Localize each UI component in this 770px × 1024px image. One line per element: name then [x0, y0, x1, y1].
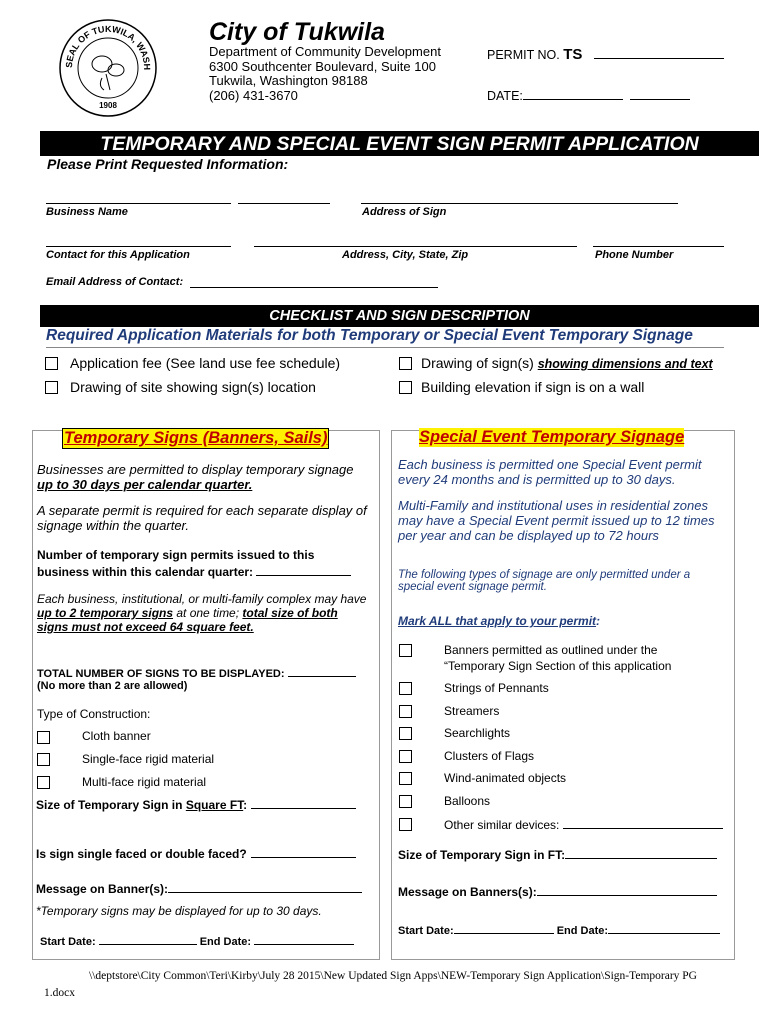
searchlights-checkbox[interactable]: [399, 727, 412, 740]
checklist-bar: CHECKLIST AND SIGN DESCRIPTION: [40, 305, 759, 327]
temp-start-field[interactable]: [99, 933, 197, 945]
drawing-item-emphasis: showing dimensions and text: [537, 357, 713, 371]
temporary-signs-heading: Temporary Signs (Banners, Sails): [64, 429, 328, 447]
flags-label: Clusters of Flags: [444, 749, 535, 763]
permit-count-q1: Number of temporary sign permits issued to this: [37, 548, 315, 562]
drawing-item-text: Drawing of sign(s): [421, 355, 538, 371]
form-title: TEMPORARY AND SPECIAL EVENT SIGN PERMIT APPLICATION: [40, 131, 759, 156]
business-name-line[interactable]: [46, 203, 231, 204]
temp-para-2: A separate permit is required for each separate display of signage within the quarter.: [37, 503, 367, 533]
divider: [46, 347, 724, 348]
print-instruction: Please Print Requested Information:: [47, 156, 289, 172]
faced-question: [36, 846, 356, 861]
pennants-checkbox[interactable]: [399, 682, 412, 695]
wind-animated-label: Wind-animated objects: [444, 771, 567, 785]
streamers-label: Streamers: [444, 704, 500, 718]
cloth-banner-label: Cloth banner: [82, 729, 151, 743]
temp-size-field[interactable]: [251, 797, 356, 809]
permit-label: PERMIT NO.: [487, 48, 560, 62]
cloth-banner-checkbox[interactable]: [37, 731, 50, 744]
temp-end-field[interactable]: [254, 933, 354, 945]
phone-line[interactable]: [593, 246, 724, 247]
banners-label-1: Banners permitted as outlined under the: [444, 643, 658, 657]
special-start-field[interactable]: [454, 922, 554, 934]
permit-count-q2-text: business within this calendar quarter:: [37, 565, 254, 579]
temp-dates: [40, 933, 354, 948]
city-name: City of Tukwila: [209, 18, 385, 46]
permit-number: [487, 46, 724, 63]
temp-start-label: Start Date:: [40, 936, 96, 948]
phone-label: Phone Number: [595, 249, 674, 261]
seal-text: SEAL OF TUKWILA, WASH: [63, 23, 153, 71]
duration-note: *Temporary signs may be displayed for up to 30 days.: [36, 904, 322, 918]
banner-message-field[interactable]: [168, 881, 362, 893]
dept-line: (206) 431-3670: [209, 87, 298, 103]
faced-question-text: Is sign single faced or double faced?: [36, 847, 247, 861]
permit-count-q2: [37, 564, 351, 579]
date-row: [487, 88, 690, 103]
temp-para-3d: total size of both signs must not exceed 64 square feet.: [37, 606, 338, 634]
temp-para-3b: up to 2 temporary signs: [37, 606, 174, 620]
banner-message-label: Message on Banner(s):: [36, 882, 169, 896]
contact-line[interactable]: [46, 246, 231, 247]
temp-para-3: [37, 592, 367, 634]
temp-para-1b: up to 30 days per calendar quarter.: [37, 477, 253, 492]
special-end-field[interactable]: [608, 922, 720, 934]
total-signs: [37, 665, 356, 680]
temp-para-3c: at one time;: [173, 606, 243, 620]
mark-all-colon: :: [596, 614, 601, 628]
contact-address-line[interactable]: [254, 246, 577, 247]
special-size-field[interactable]: [565, 847, 717, 859]
seal-year: 1908: [99, 101, 117, 110]
temp-size: [36, 797, 356, 812]
special-start-label: Start Date:: [398, 925, 454, 937]
streamers-checkbox[interactable]: [399, 705, 412, 718]
other-devices-label: Other similar devices:: [444, 818, 560, 832]
file-path-line-2: 1.docx: [44, 987, 75, 999]
special-para-3: The following types of signage are only permitted under a special event signage permit.: [398, 569, 691, 593]
special-size-label: Size of Temporary Sign in FT:: [398, 848, 566, 862]
sign-address-label: Address of Sign: [362, 206, 447, 218]
pennants-label: Strings of Pennants: [444, 681, 549, 695]
construction-label: Type of Construction:: [37, 707, 151, 721]
total-signs-note: (No more than 2 are allowed): [37, 680, 188, 692]
special-message-field[interactable]: [537, 884, 717, 896]
email-line[interactable]: [190, 287, 438, 288]
multi-face-label: Multi-face rigid material: [82, 775, 207, 789]
wind-animated-checkbox[interactable]: [399, 772, 412, 785]
permit-prefix: TS: [563, 46, 583, 63]
email-label: Email Address of Contact:: [46, 276, 184, 288]
special-para-1: Each business is permitted one Special Event permit every 24 months and is permitted up to 30 days.: [398, 457, 702, 487]
special-size: [398, 847, 717, 862]
special-message: [398, 884, 717, 899]
special-event-heading: Special Event Temporary Signage: [419, 428, 685, 446]
flags-checkbox[interactable]: [399, 750, 412, 763]
file-path-line-1: \\deptstore\City Common\Teri\Kirby\July 28 2015\New Updated Sign Apps\NEW-Temporary Sign Application\Sign-Temporary PG: [89, 970, 697, 982]
balloons-label: Balloons: [444, 794, 491, 808]
drawing-checkbox[interactable]: [399, 357, 412, 370]
multi-face-checkbox[interactable]: [37, 776, 50, 789]
permit-count-field[interactable]: [256, 564, 351, 576]
elevation-item: Building elevation if sign is on a wall: [421, 379, 645, 395]
balloons-checkbox[interactable]: [399, 795, 412, 808]
other-devices-field[interactable]: [563, 817, 723, 829]
temp-size-a: Size of Temporary Sign in: [36, 798, 186, 812]
banners-label-2: “Temporary Sign Section of this application: [444, 659, 672, 673]
temp-para-1a: Businesses are permitted to display temporary signage: [37, 462, 354, 477]
date-label: DATE:: [487, 89, 523, 103]
single-face-checkbox[interactable]: [37, 753, 50, 766]
department-info: [209, 45, 441, 103]
temp-para-1: [37, 462, 367, 492]
fee-checkbox[interactable]: [45, 357, 58, 370]
contact-label: Contact for this Application: [46, 249, 190, 261]
dept-line: Tukwila, Washington 98188: [209, 73, 368, 88]
temp-size-b: Square FT: [185, 798, 244, 812]
permit-number-field[interactable]: [594, 47, 724, 59]
dept-line: 6300 Southcenter Boulevard, Suite 100: [209, 58, 436, 74]
city-seal: [58, 18, 158, 118]
special-end-label: End Date:: [556, 925, 609, 937]
business-name-label: Business Name: [46, 206, 128, 218]
other-devices: [444, 817, 723, 832]
single-face-label: Single-face rigid material: [82, 752, 215, 766]
mark-all: [398, 614, 600, 628]
date-field[interactable]: [523, 88, 623, 100]
site-drawing-checkbox[interactable]: [45, 381, 58, 394]
temp-end-label: End Date:: [199, 936, 252, 948]
business-name-line-2[interactable]: [238, 203, 330, 204]
elevation-checkbox[interactable]: [399, 381, 412, 394]
special-message-label: Message on Banners(s):: [398, 885, 537, 899]
drawing-item: [421, 355, 713, 371]
temp-size-c: :: [243, 798, 248, 812]
banners-checkbox[interactable]: [399, 644, 412, 657]
other-devices-checkbox[interactable]: [399, 818, 412, 831]
fee-item: Application fee (See land use fee schedule): [70, 355, 341, 371]
special-para-2: Multi-Family and institutional uses in residential zones may have a Special Event permit issued up to 12 times per year and can be displayed up to 72 hours: [398, 498, 715, 543]
date-field-2[interactable]: [630, 88, 690, 100]
faced-field[interactable]: [251, 846, 356, 858]
dept-line: Department of Community Development: [209, 44, 441, 59]
total-signs-label: TOTAL NUMBER OF SIGNS TO BE DISPLAYED:: [37, 668, 285, 680]
special-dates: [398, 922, 720, 937]
temp-para-3a: Each business, institutional, or multi-family complex may have: [37, 592, 367, 606]
contact-address-label: Address, City, State, Zip: [342, 249, 469, 261]
sign-address-line[interactable]: [361, 203, 678, 204]
mark-all-text: Mark ALL that apply to your permit: [398, 614, 597, 628]
searchlights-label: Searchlights: [444, 726, 511, 740]
total-signs-field[interactable]: [288, 665, 356, 677]
site-drawing-item: Drawing of site showing sign(s) location: [70, 379, 316, 395]
banner-message: [36, 881, 362, 896]
required-materials-heading: Required Application Materials for both Temporary or Special Event Temporary Signage: [46, 327, 693, 344]
